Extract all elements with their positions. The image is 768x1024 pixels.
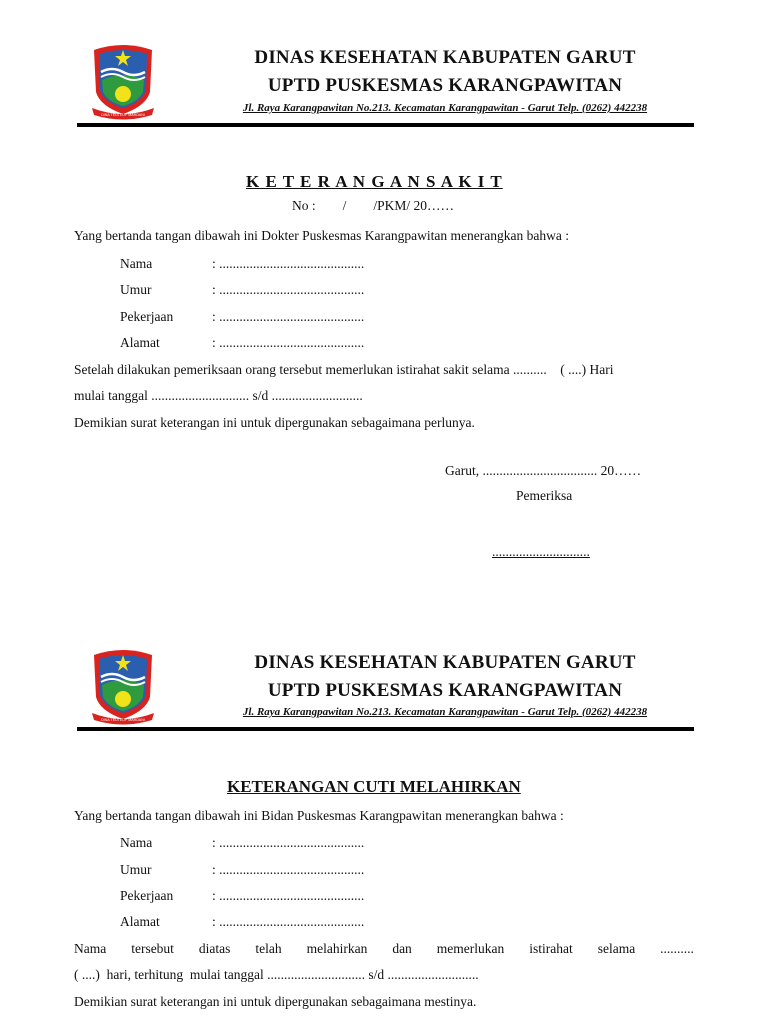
header-divider — [77, 123, 694, 127]
sick-letter-title: K E T E R A N G A N S A K I T — [246, 172, 503, 191]
word: memerlukan — [436, 941, 505, 956]
agency-name: DINAS KESEHATAN KABUPATEN GARUT — [254, 47, 636, 68]
field-label-occupation: Pekerjaan — [120, 309, 174, 324]
leave-date-range: ( ....) hari, terhitung mulai tanggal ............................. s/d ........................... — [74, 967, 479, 982]
signature-line: ............................. — [492, 544, 590, 559]
rest-date-range: mulai tanggal ............................. s/d ........................... — [74, 388, 363, 403]
word: istirahat — [529, 941, 573, 956]
clinic-address: Jl. Raya Karangpawitan No.213. Kecamatan Karangpawitan - Garut Telp. (0262) 442238 — [242, 706, 648, 718]
clinic-name: UPTD PUSKESMAS KARANGPAWITAN — [267, 680, 623, 701]
field-value-name: : ........................................... — [212, 256, 365, 271]
word: selama — [597, 941, 636, 956]
closing-text: Demikian surat keterangan ini untuk dipergunakan sebagaimana mestinya. — [74, 994, 477, 1009]
word: melahirkan — [306, 941, 368, 956]
intro-text: Yang bertanda tangan dibawah ini Dokter Puskesmas Karangpawitan menerangkan bahwa : — [74, 228, 569, 243]
field-label-address: Alamat — [120, 335, 160, 350]
clinic-address: Jl. Raya Karangpawitan No.213. Kecamatan Karangpawitan - Garut Telp. (0262) 442238 — [242, 102, 648, 114]
closing-text: Demikian surat keterangan ini untuk dipergunakan sebagaimana perlunya. — [74, 415, 475, 430]
field-value-address: : ........................................... — [212, 914, 365, 929]
field-label-age: Umur — [120, 862, 152, 877]
field-value-name: : ........................................... — [212, 835, 365, 850]
garut-emblem-logo — [88, 42, 158, 122]
field-value-occupation: : ........................................... — [212, 309, 365, 324]
field-label-occupation: Pekerjaan — [120, 888, 174, 903]
word: telah — [255, 941, 282, 956]
agency-name: DINAS KESEHATAN KABUPATEN GARUT — [254, 652, 636, 673]
field-value-occupation: : ........................................... — [212, 888, 365, 903]
garut-emblem-logo — [88, 647, 158, 727]
rest-period-text: Setelah dilakukan pemeriksaan orang tersebut memerlukan istirahat sakit selama .......... ( ....) Hari — [74, 362, 614, 377]
word: Nama — [74, 941, 107, 956]
maternity-letter-title: KETERANGAN CUTI MELAHIRKAN — [227, 777, 521, 796]
justified-paragraph-line — [74, 941, 694, 957]
field-value-address: : ........................................... — [212, 335, 365, 350]
field-value-age: : ........................................... — [212, 282, 365, 297]
field-label-name: Nama — [120, 835, 153, 850]
intro-text: Yang bertanda tangan dibawah ini Bidan Puskesmas Karangpawitan menerangkan bahwa : — [74, 808, 564, 823]
logo-ribbon-text: DINA TEUTEUP MARDANI — [101, 113, 145, 117]
field-label-address: Alamat — [120, 914, 160, 929]
clinic-name: UPTD PUSKESMAS KARANGPAWITAN — [267, 75, 623, 96]
word: .......... — [660, 941, 694, 956]
word: dan — [392, 941, 412, 956]
word: tersebut — [131, 941, 174, 956]
logo-ribbon-text: DINA TEUTEUP MARDANI — [101, 718, 145, 722]
word: diatas — [198, 941, 231, 956]
place-date: Garut, .................................. 20…… — [445, 463, 642, 478]
header-divider — [77, 727, 694, 731]
field-label-name: Nama — [120, 256, 153, 271]
field-value-age: : ........................................... — [212, 862, 365, 877]
signer-title: Pemeriksa — [516, 488, 573, 503]
field-label-age: Umur — [120, 282, 152, 297]
letter-number: No : / /PKM/ 20…… — [292, 198, 455, 213]
